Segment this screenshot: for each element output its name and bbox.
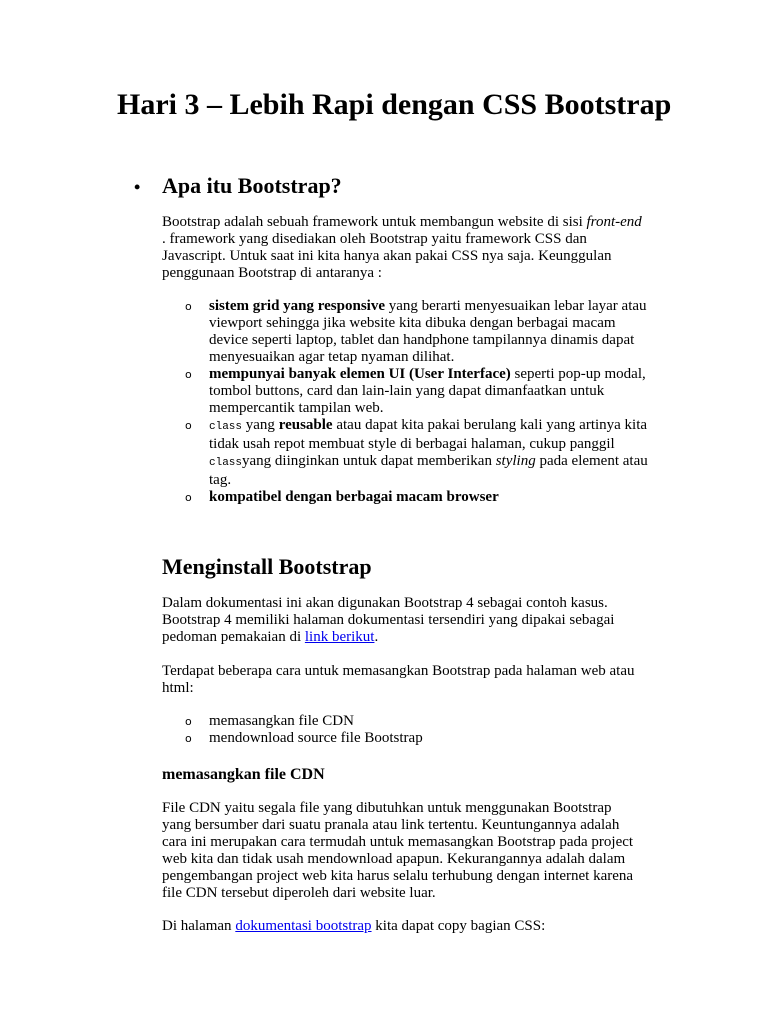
intro-text-2: . framework yang disediakan oleh Bootstrap yaitu framework CSS dan Javascript. Untuk saat ini kita hanya akan pakai CSS nya saja. Keunggulan penggunaan Bootstrap di antaranya : bbox=[162, 231, 612, 281]
copy-css-text-2: kita dapat copy bagian CSS: bbox=[371, 918, 546, 934]
list-item-text: atau dapat kita pakai berulang kali yang artinya kita tidak usah repot membuat style di berbagai halaman, cukup panggil bbox=[209, 417, 648, 452]
section-heading-menginstall-bootstrap: Menginstall Bootstrap bbox=[162, 554, 372, 579]
bullet-icon: • bbox=[134, 177, 141, 197]
list-item-text: pada element atau tag. bbox=[209, 453, 648, 488]
install-methods-list bbox=[162, 713, 652, 747]
list-item bbox=[162, 417, 652, 489]
intro-italic-front-end: front-end bbox=[586, 214, 642, 230]
link-berikut[interactable]: link berikut bbox=[304, 629, 375, 645]
install-text-1: Dalam dokumentasi ini akan digunakan Bootstrap 4 sebagai contoh kasus. Bootstrap 4 memiliki halaman dokumentasi tersendiri yang dipakai sebagai pedoman pemakaian di bbox=[162, 595, 615, 645]
methods-paragraph: Terdapat beberapa cara untuk memasangkan Bootstrap pada halaman web atau html: bbox=[162, 663, 635, 696]
dokumentasi-bootstrap-link[interactable]: dokumentasi bootstrap bbox=[235, 918, 372, 934]
list-item-text: yang berarti menyesuaikan lebar layar atau viewport sehingga jika website kita dibuka dengan berbagai macam device seperti laptop, tablet dan handphone tampilannya dinamis dapat menyesuaikan agar tetap nyaman dilihat. bbox=[209, 298, 647, 365]
circle-bullet-icon: o bbox=[185, 732, 192, 745]
install-text-2: . bbox=[374, 629, 379, 645]
list-item-bold: mempunyai banyak elemen UI (User Interface) bbox=[209, 366, 511, 382]
subsection-heading-cdn: memasangkan file CDN bbox=[162, 766, 325, 783]
page-title: Hari 3 – Lebih Rapi dengan CSS Bootstrap bbox=[117, 88, 672, 121]
circle-bullet-icon: o bbox=[185, 491, 192, 504]
section-heading-apa-itu-bootstrap bbox=[134, 172, 342, 201]
list-item-text: memasangkan file CDN bbox=[209, 713, 354, 729]
list-item bbox=[162, 730, 652, 747]
list-item bbox=[162, 489, 652, 506]
list-item-bold: kompatibel dengan berbagai macam browser bbox=[209, 489, 499, 505]
list-item bbox=[162, 713, 652, 730]
circle-bullet-icon: o bbox=[185, 368, 192, 381]
install-paragraph bbox=[162, 595, 642, 646]
list-item-italic: styling bbox=[495, 453, 536, 469]
cdn-paragraph: File CDN yaitu segala file yang dibutuhkan untuk menggunakan Bootstrap yang bersumber dari suatu pranala atau link tertentu. Keuntungannya adalah cara ini merupakan cara termudah untuk memasangkan Bootstrap pada project web kita dan tidak usah mendownload apapun. Kekurangannya adalah dalam pengembangan project web kita harus selalu terhubung dengan internet karena file CDN tersebut diperoleh dari website luar. bbox=[162, 800, 634, 901]
list-item-text: mendownload source file Bootstrap bbox=[209, 730, 423, 746]
list-item-text: seperti pop-up modal, tombol buttons, card dan lain-lain yang dapat dimanfaatkan untuk mempercantik tampilan web. bbox=[209, 366, 646, 416]
inline-code: class bbox=[209, 421, 243, 433]
list-item bbox=[162, 298, 652, 366]
circle-bullet-icon: o bbox=[185, 419, 192, 432]
circle-bullet-icon: o bbox=[185, 300, 192, 313]
copy-css-text-1: Di halaman bbox=[162, 918, 236, 934]
list-item-bold: sistem grid yang responsive bbox=[209, 298, 385, 314]
intro-text-1: Bootstrap adalah sebuah framework untuk membangun website di sisi bbox=[162, 214, 587, 230]
list-item bbox=[162, 366, 652, 417]
list-item-text: yang bbox=[242, 417, 279, 433]
advantages-list bbox=[162, 298, 652, 506]
circle-bullet-icon: o bbox=[185, 715, 192, 728]
list-item-text: yang diinginkan untuk dapat memberikan bbox=[242, 453, 496, 469]
list-item-bold: reusable bbox=[278, 417, 333, 433]
intro-paragraph bbox=[162, 214, 642, 282]
inline-code: class bbox=[209, 457, 243, 469]
copy-css-paragraph bbox=[162, 918, 642, 935]
section-heading-text: Apa itu Bootstrap? bbox=[162, 173, 342, 198]
